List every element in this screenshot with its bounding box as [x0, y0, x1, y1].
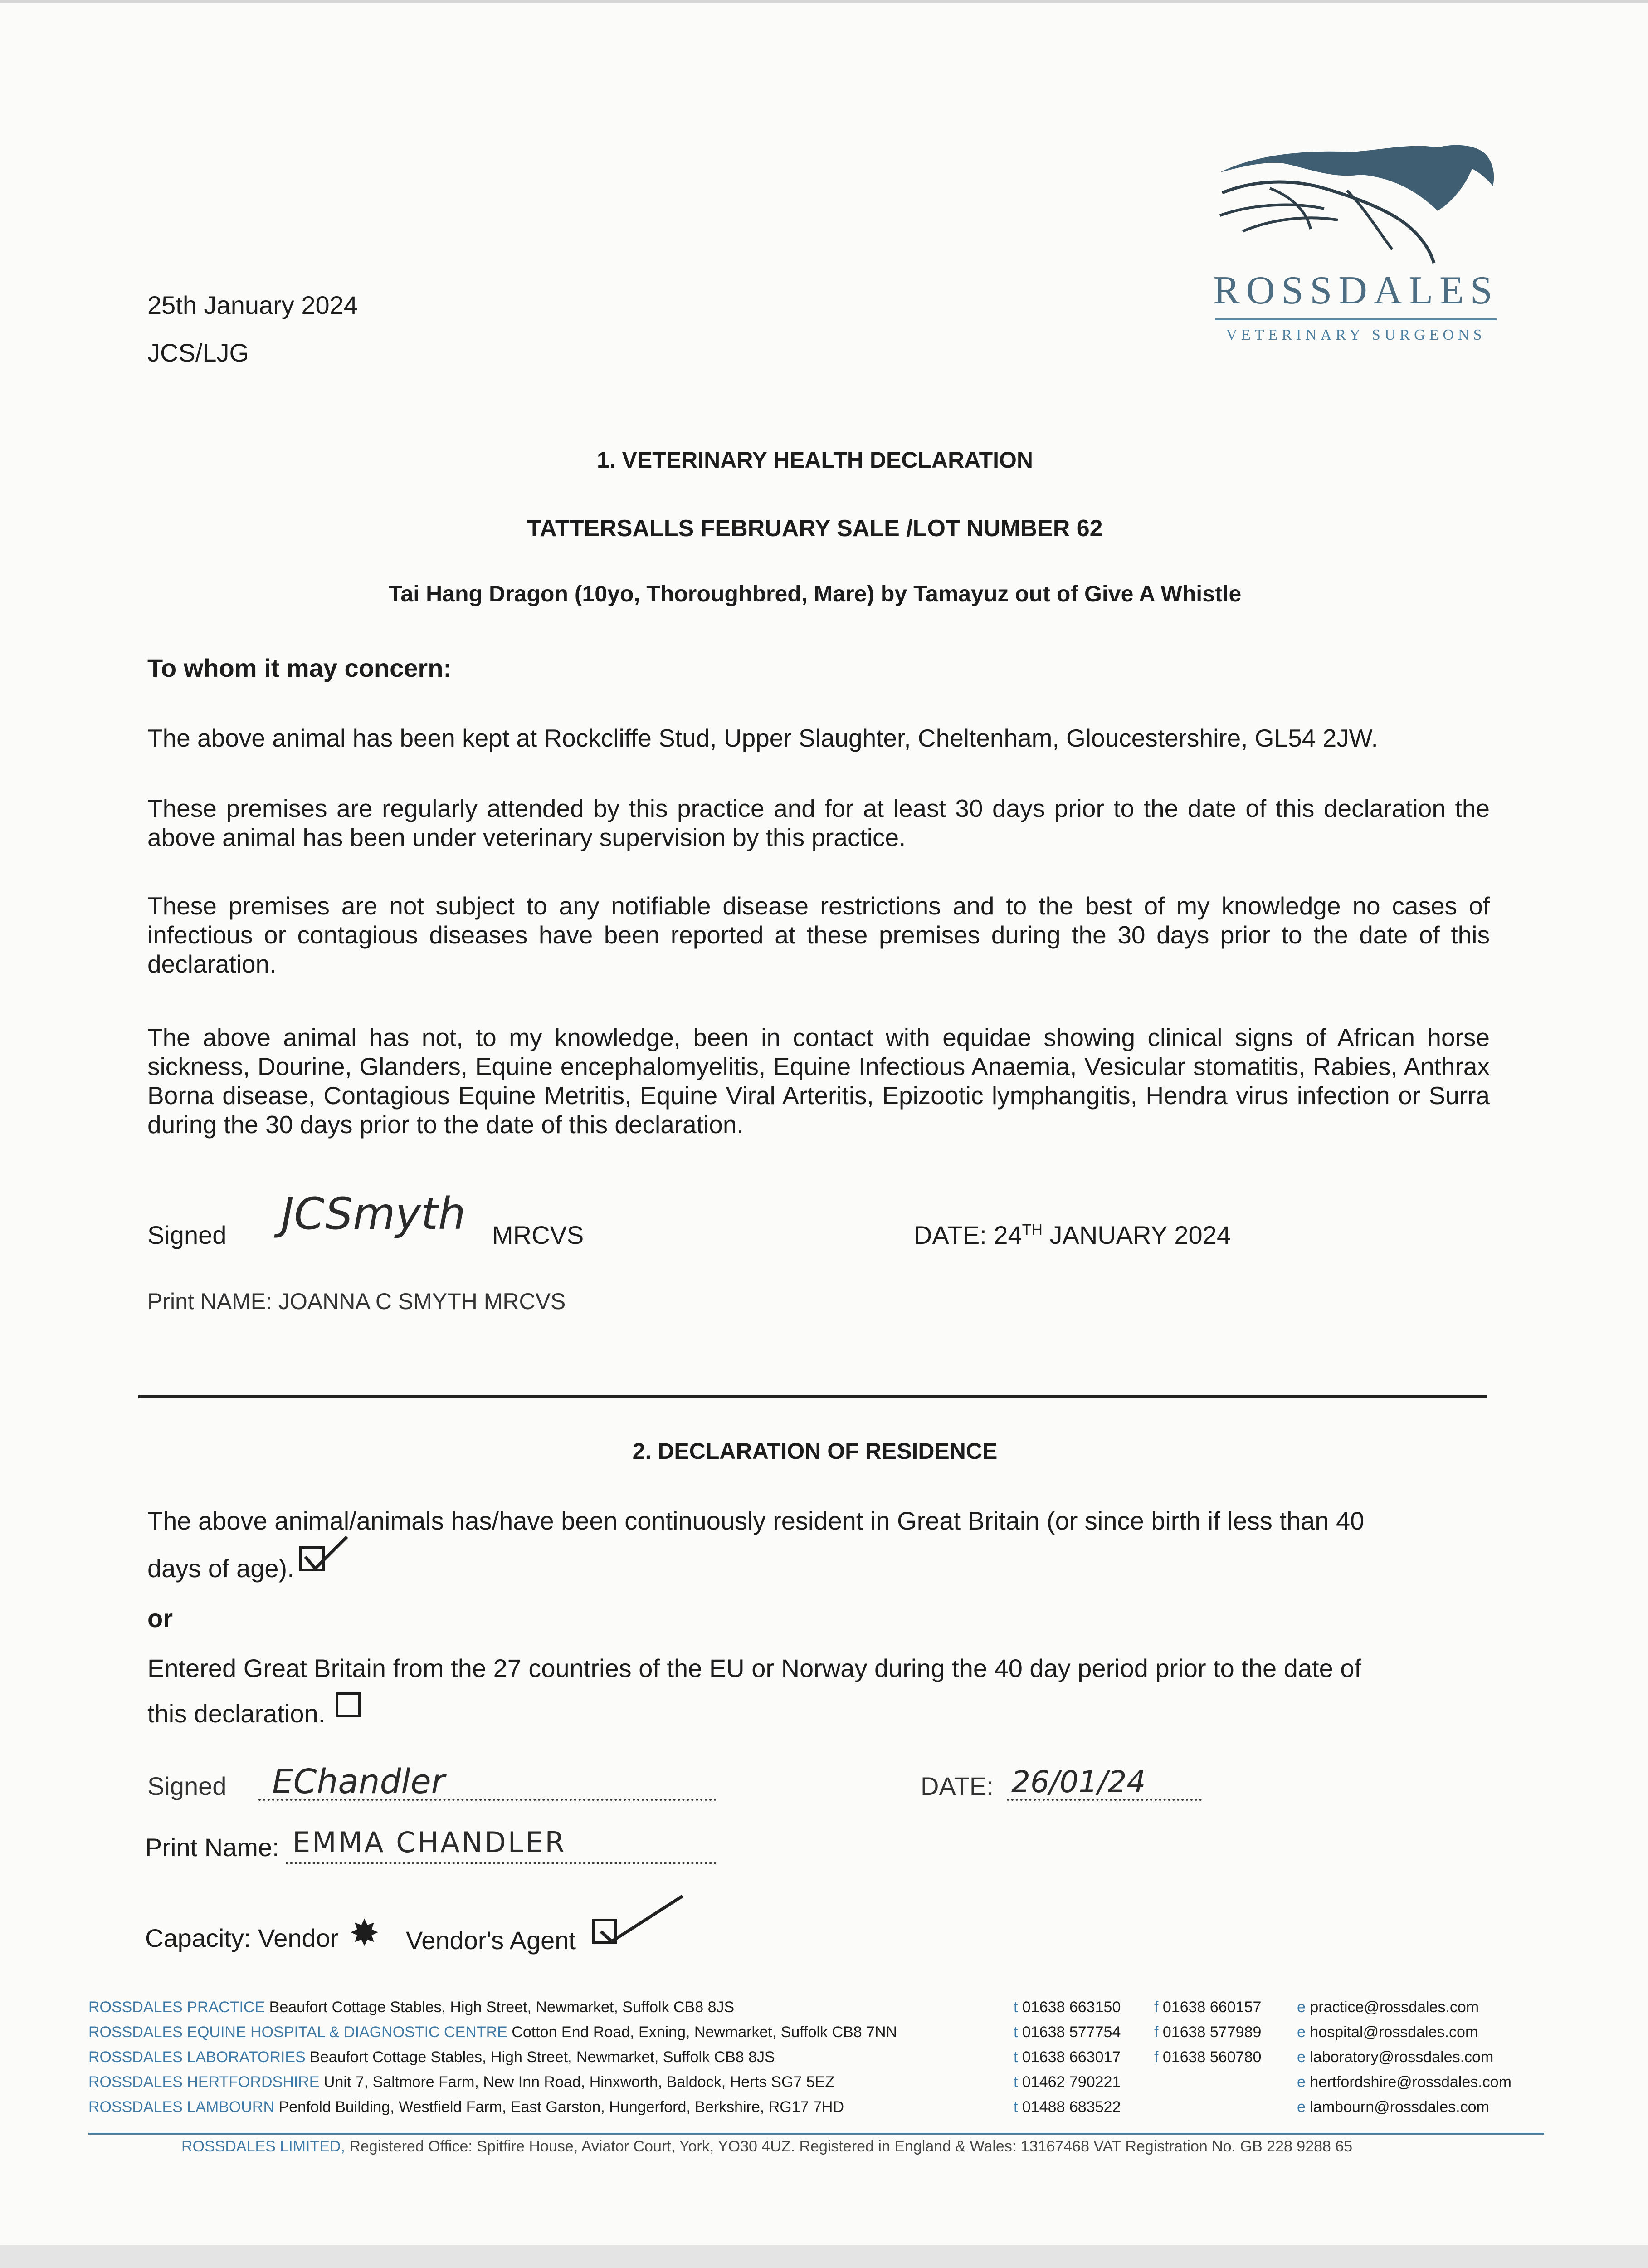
paragraph-restrictions: These premises are not subject to any notifiable disease restrictions and to the best of my knowledge no cases of infectious or contagious diseases have been reported at these premises during the 30 days prior to the date of this declaration. [147, 892, 1490, 978]
vendor-date-value: 26/01/24 [1011, 1765, 1146, 1799]
vendor-signature: EChandler [272, 1762, 445, 1801]
footer-row-practice: ROSSDALES PRACTICE Beaufort Cottage Stables, High Street, Newmarket, Suffolk CB8 8JS [88, 1999, 735, 2016]
footer-row-laboratories: ROSSDALES LABORATORIES Beaufort Cottage Stables, High Street, Newmarket, Suffolk CB8 8JS [88, 2048, 775, 2066]
section1-title: 1. VETERINARY HEALTH DECLARATION [596, 447, 1034, 473]
footer-tel-hertfordshire: t 01462 790221 [1014, 2073, 1121, 2091]
option1-text-line1: The above animal/animals has/have been continuously resident in Great Britain (or since birth if less than 40 [147, 1506, 1365, 1535]
registration-details: Registered Office: Spitfire House, Aviator Court, York, YO30 4UZ. Registered in England & Wales: 13167468 VAT Registration No. GB 228 9288 65 [349, 2138, 1353, 2155]
print-name-line [286, 1862, 717, 1864]
vet-print-name: Print NAME: JOANNA C SMYTH MRCVS [147, 1289, 566, 1314]
option2-text-line1: Entered Great Britain from the 27 countries of the EU or Norway during the 40 day period prior to the date of [147, 1654, 1362, 1682]
letter-date: 25th January 2024 [147, 291, 358, 319]
footer-fax-laboratories: f 01638 560780 [1154, 2048, 1262, 2066]
signed-label-2: Signed [147, 1772, 227, 1800]
vet-signature: JCSmyth [281, 1188, 466, 1239]
horse-logo-icon [1202, 136, 1510, 268]
footer-email-hertfordshire[interactable]: e hertfordshire@rossdales.com [1297, 2073, 1511, 2091]
company-name: ROSSDALES LIMITED, [181, 2138, 345, 2155]
section-divider [138, 1395, 1487, 1398]
footer-fax-practice: f 01638 660157 [1154, 1999, 1262, 2016]
vendor-mark-icon: ✸ [349, 1913, 380, 1953]
section2-title: 2. DECLARATION OF RESIDENCE [632, 1438, 998, 1464]
footer-email-lambourn[interactable]: e lambourn@rossdales.com [1297, 2098, 1489, 2116]
or-label: or [147, 1604, 173, 1633]
option1-text-line2: days of age). [147, 1554, 294, 1583]
footer-row-hertfordshire: ROSSDALES HERTFORDSHIRE Unit 7, Saltmore Farm, New Inn Road, Hinxworth, Baldock, Herts SG7 5EZ [88, 2073, 835, 2091]
mrcvs-label: MRCVS [492, 1221, 584, 1249]
footer-registration [181, 2137, 1352, 2156]
vendors-agent-label: Vendor's Agent [406, 1926, 576, 1955]
eu-entry-checkbox[interactable] [336, 1692, 361, 1717]
option2-text-line2: this declaration. [147, 1699, 326, 1728]
page-bottom-edge [0, 2245, 1648, 2268]
footer-tel-hospital: t 01638 577754 [1014, 2024, 1121, 2041]
vendor-date-label: DATE: [921, 1772, 994, 1800]
declaration-date-1: DATE: 24TH JANUARY 2024 [914, 1221, 1231, 1249]
footer-offices [88, 1998, 1567, 2130]
horse-title: Tai Hang Dragon (10yo, Thoroughbred, Mare) by Tamayuz out of Give A Whistle [388, 581, 1242, 606]
resident-check-mark [302, 1533, 351, 1574]
footer-row-hospital: ROSSDALES EQUINE HOSPITAL & DIAGNOSTIC CENTRE Cotton End Road, Exning, Newmarket, Suffolk CB8 7NN [88, 2024, 897, 2041]
vendors-agent-check-mark [596, 1892, 687, 1946]
sale-title: TATTERSALLS FEBRUARY SALE /LOT NUMBER 62 [527, 515, 1103, 542]
print-name-value: EMMA CHANDLER [293, 1826, 566, 1859]
footer-tel-laboratories: t 01638 663017 [1014, 2048, 1121, 2066]
capacity-vendor-label: Capacity: Vendor [145, 1924, 339, 1952]
footer-tel-practice: t 01638 663150 [1014, 1999, 1121, 2016]
logo-subtitle: VETERINARY SURGEONS [1226, 327, 1486, 343]
footer-tel-lambourn: t 01488 683522 [1014, 2098, 1121, 2116]
print-name-label: Print Name: [145, 1833, 279, 1862]
logo-name: ROSSDALES [1213, 269, 1499, 313]
paragraph-diseases: The above animal has not, to my knowledge, been in contact with equidae showing clinical signs of African horse sickness, Dourine, Glanders, Equine encephalomyelitis, Equine Infectious Anaemia, Vesicular stomatitis, Rabies, Anthrax Borna disease, Contagious Equine Metritis, Equine Viral Arteritis, Epizootic lymphangitis, Hendra virus infection or Surra during the 30 days prior to the date of this declaration. [147, 1023, 1490, 1139]
letter-reference: JCS/LJG [147, 338, 249, 367]
footer-fax-hospital: f 01638 577989 [1154, 2024, 1262, 2041]
page-top-edge [0, 0, 1648, 3]
footer-row-lambourn: ROSSDALES LAMBOURN Penfold Building, Westfield Farm, East Garston, Hungerford, Berkshire, RG17 7HD [88, 2098, 844, 2116]
logo-divider [1215, 318, 1497, 320]
footer-email-laboratories[interactable]: e laboratory@rossdales.com [1297, 2048, 1494, 2066]
paragraph-supervision: These premises are regularly attended by this practice and for at least 30 days prior to the date of this declaration the above animal has been under veterinary supervision by this practice. [147, 794, 1490, 851]
greeting: To whom it may concern: [147, 654, 452, 682]
footer-email-hospital[interactable]: e hospital@rossdales.com [1297, 2024, 1478, 2041]
footer-divider [88, 2133, 1544, 2135]
footer-email-practice[interactable]: e practice@rossdales.com [1297, 1999, 1479, 2016]
paragraph-premises: The above animal has been kept at Rockcliffe Stud, Upper Slaughter, Cheltenham, Gloucestershire, GL54 2JW. [147, 724, 1378, 752]
signed-label-1: Signed [147, 1221, 227, 1249]
